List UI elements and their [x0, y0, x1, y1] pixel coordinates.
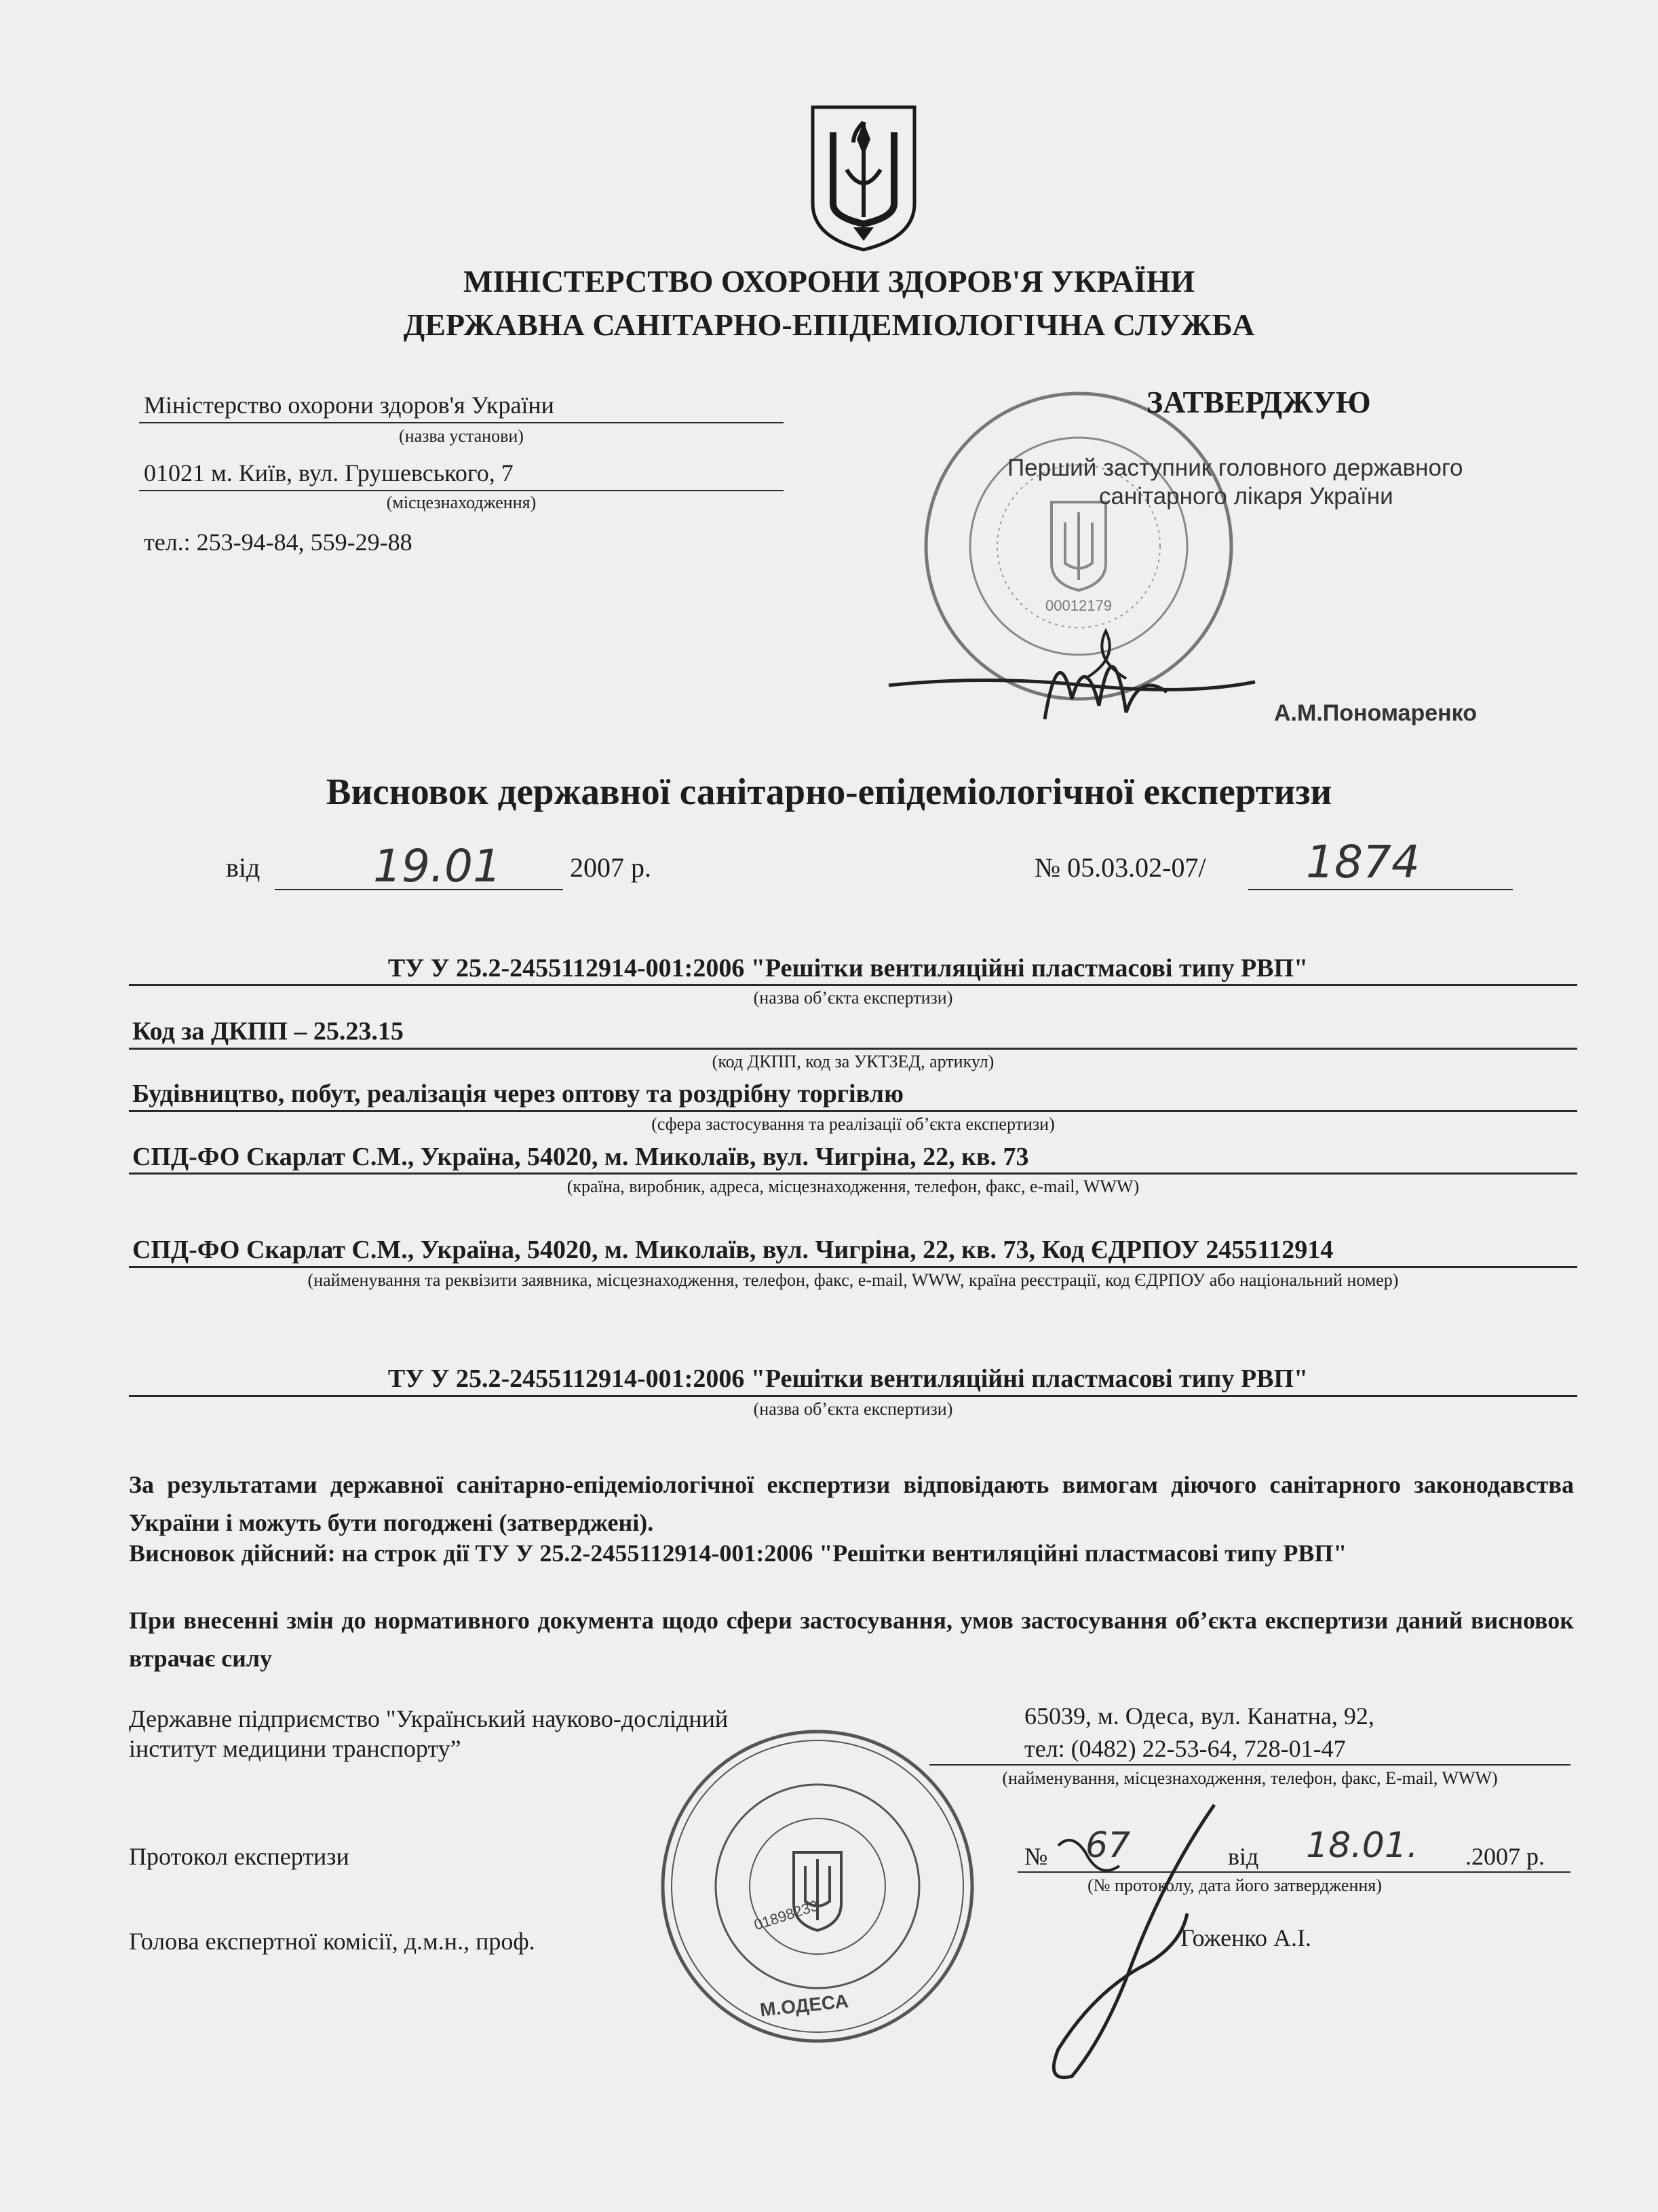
date-value-handwritten: 19.01: [373, 840, 501, 892]
institution-name-caption: (назва установи): [399, 426, 524, 446]
expert-org-address-line1: 65039, м. Одеса, вул. Канатна, 92,: [1024, 1702, 1374, 1730]
signature-commission: [1031, 1791, 1235, 2090]
institution-phone: тел.: 253-94-84, 559-29-88: [144, 529, 412, 556]
applicant-caption: (найменування та реквізити заявника, місцезнаходження, телефон, факс, e-mail, WWW, країна реєстрації, код ЄДРПОУ або національний номер): [307, 1270, 1399, 1290]
object-name-1: ТУ У 25.2-2455112914-001:2006 "Решітки вентиляційні пластмасові типу РВП": [387, 954, 1309, 983]
scope: Будівництво, побут, реалізація через оптову та роздрібну торгівлю: [132, 1080, 904, 1108]
expert-org-caption: (найменування, місцезнаходження, телефон, факс, E-mail, WWW): [1002, 1768, 1498, 1788]
number-prefix: № 05.03.02-07/: [1035, 852, 1206, 883]
approval-position-line2: санітарного лікаря України: [1099, 483, 1393, 510]
stamp-bottom-city: М.ОДЕСА: [758, 1990, 850, 2021]
object-name-2: ТУ У 25.2-2455112914-001:2006 "Решітки вентиляційні пластмасові типу РВП": [387, 1365, 1309, 1393]
producer: СПД-ФО Скарлат С.М., Україна, 54020, м. Миколаїв, вул. Чигріна, 22, кв. 73: [132, 1143, 1029, 1171]
commission-label: Голова експертної комісії, д.м.н., проф.: [129, 1928, 535, 1955]
expert-org-name-line1: Державне підприємство "Український науково-дослідний: [129, 1705, 729, 1732]
number-value-handwritten: 1874: [1306, 836, 1420, 888]
protocol-number-handwritten: 67: [1085, 1825, 1131, 1866]
producer-caption: (країна, виробник, адреса, місцезнаходження, телефон, факс, e-mail, WWW): [566, 1177, 1140, 1196]
commission-name: Гоженко А.І.: [1180, 1924, 1312, 1951]
date-year: 2007 р.: [570, 852, 651, 883]
protocol-year: .2007 р.: [1465, 1843, 1545, 1870]
protocol-date-prefix: від: [1228, 1843, 1259, 1870]
stamp-top-code: 00012179: [1045, 597, 1112, 614]
institution-address-caption: (місцезнаходження): [386, 493, 537, 512]
approval-name: А.М.Пономаренко: [1274, 700, 1477, 726]
object-name-1-caption: (назва об’єкта експертизи): [753, 988, 953, 1008]
approval-title: ЗАТВЕРДЖУЮ: [1146, 385, 1371, 419]
protocol-caption: (№ протоколу, дата його затвердження): [1087, 1875, 1382, 1895]
institution-name: Міністерство охорони здоров'я України: [144, 392, 554, 419]
conclusion-para-1: За результатами державної санітарно-епідеміологічної експертизи відповідають вимогам діючого санітарного законодавства України і можуть бути погоджені (затверджені).: [129, 1471, 1574, 1536]
protocol-date-handwritten: 18.01.: [1306, 1825, 1419, 1866]
object-name-2-caption: (назва об’єкта експертизи): [753, 1399, 953, 1419]
protocol-number-prefix: №: [1024, 1843, 1048, 1870]
institution-address: 01021 м. Київ, вул. Грушевського, 7: [144, 459, 514, 487]
signature-approval: [882, 611, 1262, 733]
header-ministry: МІНІСТЕРСТВО ОХОРОНИ ЗДОРОВ'Я УКРАЇНИ: [463, 264, 1195, 299]
code-dkpp: Код за ДКПП – 25.23.15: [132, 1017, 404, 1046]
expert-org-address-line2: тел: (0482) 22-53-64, 728-01-47: [1024, 1735, 1346, 1762]
expert-org-name-line2: інститут медицини транспорту”: [129, 1735, 461, 1762]
header-service: ДЕРЖАВНА САНІТАРНО-ЕПІДЕМІОЛОГІЧНА СЛУЖБА: [403, 307, 1255, 342]
protocol-label: Протокол експертизи: [129, 1843, 349, 1870]
stamp-bottom-code: 01898233: [752, 1896, 821, 1934]
document-title: Висновок державної санітарно-епідеміологічної експертизи: [326, 771, 1332, 812]
date-prefix: від: [226, 852, 261, 883]
code-dkpp-caption: (код ДКПП, код за УКТЗЕД, артикул): [712, 1052, 995, 1071]
conclusion-para-2: Висновок дійсний: на строк дії ТУ У 25.2-2455112914-001:2006 "Решітки вентиляційні пластмасові типу РВП": [129, 1540, 1347, 1567]
approval-position-line1: Перший заступник головного державного: [1007, 455, 1463, 481]
coat-of-arms-icon: [806, 102, 921, 254]
applicant: СПД-ФО Скарлат С.М., Україна, 54020, м. Миколаїв, вул. Чигріна, 22, кв. 73, Код ЄДРПОУ 2455112914: [132, 1236, 1334, 1264]
conclusion-para-3: При внесенні змін до нормативного документа щодо сфери застосування, умов застосування об’єкта експертизи даний висновок втрачає силу: [129, 1607, 1574, 1672]
scope-caption: (сфера застосування та реалізації об’єкта експертизи): [651, 1114, 1055, 1134]
